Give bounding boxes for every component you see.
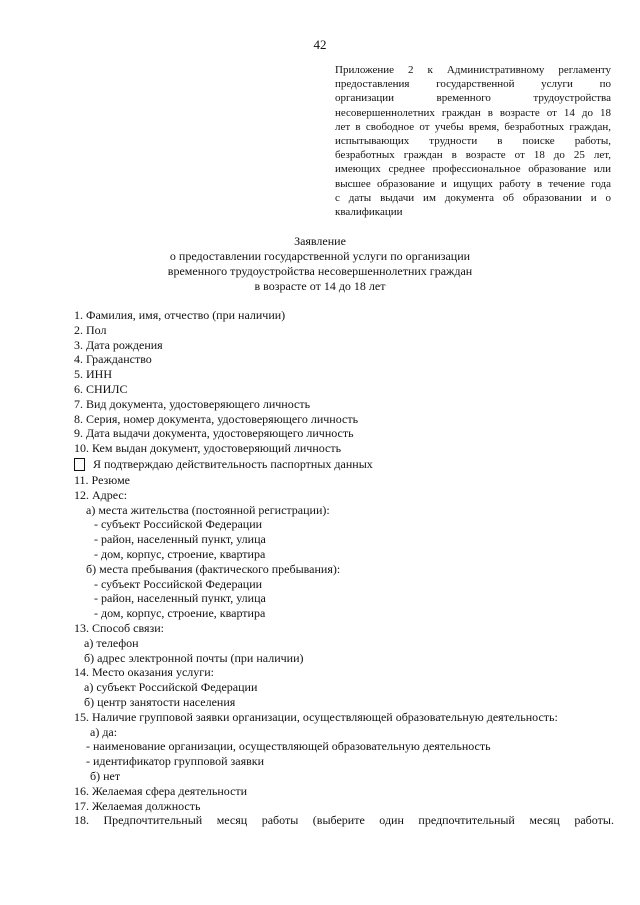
form-item: 4. Гражданство [74, 352, 152, 367]
form-item: 12. Адрес: [74, 487, 128, 502]
form-subitem: а) места жительства (постоянной регистрации): [86, 502, 330, 517]
appendix-line: несовершеннолетних граждан в возрасте от 14 до 18 [335, 106, 611, 119]
word: 18. [74, 813, 89, 828]
appendix-line: с даты выдачи им документа об образовании и о [335, 191, 611, 204]
form-item: 6. СНИЛС [74, 381, 128, 396]
form-item: 17. Желаемая должность [74, 798, 201, 813]
word: один [379, 813, 404, 828]
word: (выберите [312, 813, 365, 828]
form-subitem: - дом, корпус, строение, квартира [94, 546, 266, 561]
title-line: временного трудоустройства несовершеннолетних граждан [167, 264, 473, 278]
form-subitem: б) нет [90, 768, 121, 783]
document-title [0, 234, 640, 294]
form-subitem: б) места пребывания (фактического пребывания): [86, 561, 341, 576]
form-item: 16. Желаемая сфера деятельности [74, 783, 248, 798]
word: предпочтительный [418, 813, 515, 828]
appendix-line: испытывающих трудности в поиске работы, [335, 135, 611, 148]
form-subitem: б) центр занятости населения [84, 694, 236, 709]
word: месяц [529, 813, 560, 828]
form-subitem: - район, населенный пункт, улица [94, 591, 266, 606]
form-subitem: а) телефон [84, 635, 139, 650]
appendix-line: высшее образование и ищущих работу в течение года [335, 177, 611, 190]
form-item: 10. Кем выдан документ, удостоверяющий личность [74, 441, 342, 456]
form-item: 5. ИНН [74, 367, 112, 382]
form-subitem: а) субъект Российской Федерации [84, 680, 258, 695]
form-item: 3. Дата рождения [74, 337, 163, 352]
form-item: 7. Вид документа, удостоверяющего личность [74, 396, 311, 411]
appendix-line: Приложение 2 к Административному регламенту [335, 64, 611, 76]
page-number: 42 [313, 37, 327, 52]
word: работы. [574, 813, 614, 828]
form-subitem: - субъект Российской Федерации [94, 517, 263, 532]
form-subitem: - район, населенный пункт, улица [94, 532, 266, 547]
appendix-line: имеющих среднее профессиональное образование или [335, 163, 611, 176]
form-item: 9. Дата выдачи документа, удостоверяющего личность [74, 426, 354, 441]
form-item: 8. Серия, номер документа, удостоверяющего личность [74, 411, 359, 426]
title-line: о предоставлении государственной услуги по организации [169, 249, 471, 263]
appendix-line: квалификации [335, 206, 403, 219]
appendix-line: предоставления государственной услуги по [335, 78, 611, 91]
form-subitem: - наименование организации, осуществляющей образовательную деятельность [86, 739, 491, 754]
passport-confirm-checkbox[interactable] [74, 458, 85, 471]
word: месяц [216, 813, 248, 828]
appendix-line: безработных граждан в возрасте от 18 до 25 лет, [335, 149, 611, 162]
appendix-line: лет в свободное от учебы время, безработных граждан, [335, 120, 611, 133]
form-item: 1. Фамилия, имя, отчество (при наличии) [74, 308, 286, 322]
passport-confirm-row[interactable] [74, 456, 614, 473]
title-line: Заявление [294, 234, 346, 248]
word: Предпочтительный [103, 813, 203, 828]
form-subitem: б) адрес электронной почты (при наличии) [84, 650, 304, 665]
passport-confirm-label: Я подтверждаю действительность паспортных данных [93, 457, 373, 472]
form-subitem: - идентификатор групповой заявки [86, 754, 265, 769]
form-item: 14. Место оказания услуги: [74, 665, 214, 680]
form-item: 11. Резюме [74, 472, 131, 487]
form-item: 13. Способ связи: [74, 620, 165, 635]
application-form [74, 308, 614, 828]
form-item-preferred-month [74, 813, 614, 828]
title-line: в возрасте от 14 до 18 лет [254, 279, 386, 293]
appendix-line: организации временного трудоустройства [335, 92, 611, 105]
form-subitem: - дом, корпус, строение, квартира [94, 606, 266, 621]
form-item: 2. Пол [74, 322, 107, 337]
word: работы [261, 813, 299, 828]
appendix-note [335, 63, 611, 219]
form-item: 15. Наличие групповой заявки организации, осуществляющей образовательную деятельность: [74, 709, 558, 724]
form-subitem: - субъект Российской Федерации [94, 576, 263, 591]
form-subitem: а) да: [90, 724, 118, 739]
